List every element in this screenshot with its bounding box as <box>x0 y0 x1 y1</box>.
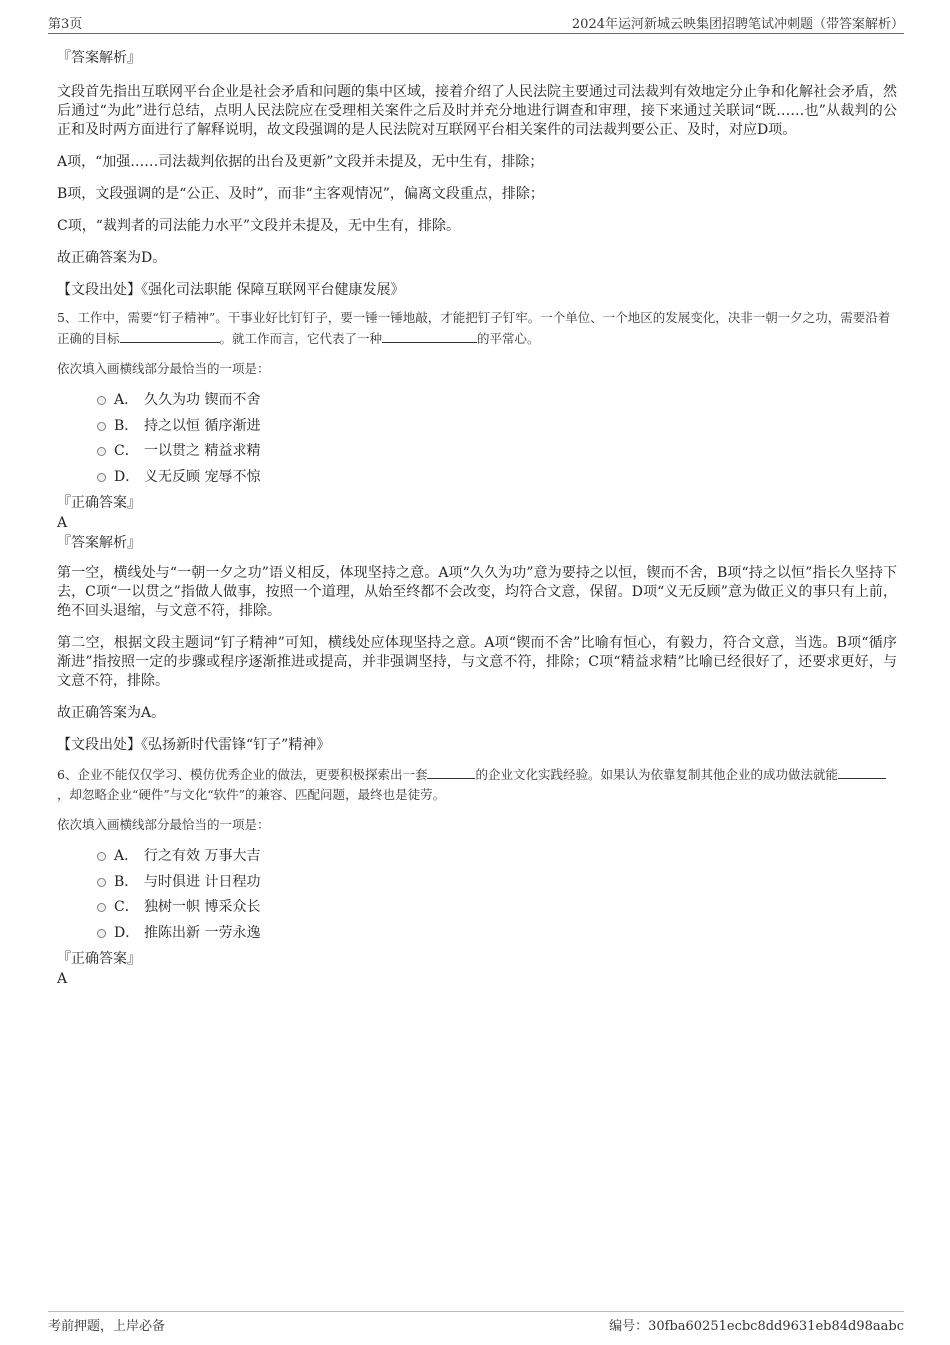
option-a[interactable]: A． 久久为功 锲而不舍 <box>57 388 897 414</box>
answer-blank <box>120 328 220 343</box>
question-5-stem: 5、工作中，需要“钉子精神”。干事业好比钉钉子，要一锤一锤地敲，才能把钉子钉牢。一个单位、一个地区的发展变化，决非一朝一夕之功，需要沿着正确的目标 。就工作而言，它代表了一种 的平常心。 <box>57 310 891 346</box>
source-citation: 【文段出处】《弘扬新时代雷锋“钉子”精神》 <box>57 737 331 753</box>
analysis-paragraph: A项，“加强……司法裁判依据的出台及更新”文段并未提及，无中生有，排除； <box>57 154 544 170</box>
option-b[interactable]: B． 与时俱进 计日程功 <box>57 870 897 896</box>
radio-icon[interactable] <box>97 447 106 456</box>
source-citation: 【文段出处】《强化司法职能 保障互联网平台健康发展》 <box>57 282 405 298</box>
answer-blank <box>427 764 475 779</box>
page-footer <box>48 1311 904 1334</box>
page-number: 第3页 <box>48 17 83 32</box>
conclusion: 故正确答案为A。 <box>57 705 166 721</box>
analysis-paragraph: 第一空，横线处与“一朝一夕之功”语义相反，体现坚持之意。A项“久久为功”意为要持之以恒，锲而不舍，B项“持之以恒”指长久坚持下去，C项“一以贯之”指做人做事，按照一个道理，从始至终都不会改变，均符合文意，保留。D项“义无反顾”意为做正义的事只有上前，绝不回头退缩，与文意不符，排除。 <box>57 565 897 619</box>
question-instruction: 依次填入画横线部分最恰当的一项是： <box>57 361 270 376</box>
analysis-label: 『答案解析』 <box>57 50 141 66</box>
option-c[interactable]: C． 独树一帜 博采众长 <box>57 895 897 921</box>
radio-icon[interactable] <box>97 852 106 861</box>
answer-blank <box>838 764 886 779</box>
document-id: 编号：30fba60251ecbc8dd9631eb84d98aabc <box>609 1319 904 1334</box>
footer-slogan: 考前押题，上岸必备 <box>48 1319 166 1334</box>
radio-icon[interactable] <box>97 878 106 887</box>
answer-blank <box>382 328 477 343</box>
radio-icon[interactable] <box>97 396 106 405</box>
question-instruction: 依次填入画横线部分最恰当的一项是： <box>57 817 270 832</box>
radio-icon[interactable] <box>97 903 106 912</box>
analysis-label: 『答案解析』 <box>57 535 141 551</box>
radio-icon[interactable] <box>97 473 106 482</box>
question-5-options <box>57 388 897 490</box>
question-6-stem: 6、企业不能仅仅学习、模仿优秀企业的做法，更要积极探索出一套 的企业文化实践经验。如果认为依靠复制其他企业的成功做法就能，却忽略企业“硬件”与文化“软件”的兼容、匹配问题，最终也是徒劳。 <box>57 764 897 805</box>
analysis-paragraph: 文段首先指出互联网平台企业是社会矛盾和问题的集中区域，接着介绍了人民法院主要通过司法裁判有效地定分止争和化解社会矛盾，然后通过“为此”进行总结，点明人民法院应在受理相关案件之后及时并充分地进行调查和审理，接下来通过关联词“既……也”从裁判的公正和及时两方面进行了解释说明，故文段强调的是人民法院对互联网平台相关案件的司法裁判要公正、及时，对应D项。 <box>57 84 897 138</box>
page-header <box>48 13 904 34</box>
radio-icon[interactable] <box>97 929 106 938</box>
option-d[interactable]: D． 推陈出新 一劳永逸 <box>57 921 897 947</box>
page-content <box>57 46 897 989</box>
correct-answer: A <box>57 515 68 531</box>
option-c[interactable]: C． 一以贯之 精益求精 <box>57 439 897 465</box>
question-6-options <box>57 844 897 946</box>
radio-icon[interactable] <box>97 422 106 431</box>
document-title: 2024年运河新城云映集团招聘笔试冲刺题（带答案解析） <box>571 17 904 32</box>
correct-answer-label: 『正确答案』 <box>57 495 141 511</box>
analysis-paragraph: 第二空，根据文段主题词“钉子精神”可知，横线处应体现坚持之意。A项“锲而不舍”比喻有恒心，有毅力，符合文意，当选。B项“循序渐进”指按照一定的步骤或程序逐渐推进或提高，并非强调坚持，与文意不符，排除；C项“精益求精”比喻已经很好了，还要求更好，与文意不符，排除。 <box>57 635 897 689</box>
correct-answer-label: 『正确答案』 <box>57 951 141 967</box>
option-b[interactable]: B． 持之以恒 循序渐进 <box>57 414 897 440</box>
conclusion: 故正确答案为D。 <box>57 250 167 266</box>
correct-answer: A <box>57 971 68 987</box>
analysis-paragraph: B项，文段强调的是“公正、及时”，而非“主客观情况”，偏离文段重点，排除； <box>57 186 544 202</box>
analysis-paragraph: C项，“裁判者的司法能力水平”文段并未提及，无中生有，排除。 <box>57 218 461 234</box>
option-a[interactable]: A． 行之有效 万事大吉 <box>57 844 897 870</box>
option-d[interactable]: D． 义无反顾 宠辱不惊 <box>57 465 897 491</box>
